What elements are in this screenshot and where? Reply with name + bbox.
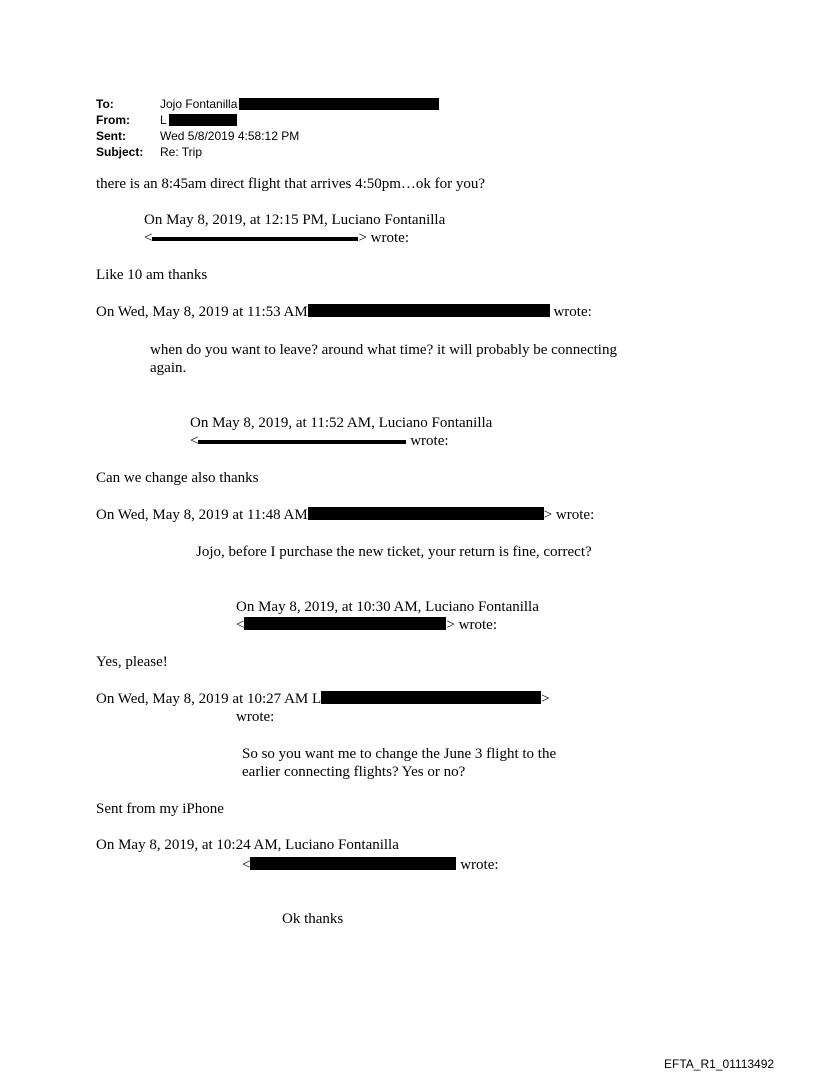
- message-text: So so you want me to change the June 3 flight to the: [242, 746, 557, 762]
- quote-attribution: On May 8, 2019, at 11:52 AM, Luciano Fontanilla: [190, 415, 493, 431]
- subject-value: Re: Trip: [160, 145, 203, 159]
- redaction-bar: [169, 114, 237, 126]
- quote-attribution-line: [190, 432, 449, 450]
- message-text: when do you want to leave? around what time? it will probably be connecting: [150, 342, 617, 358]
- redaction-bar: [308, 507, 544, 520]
- wrote-text: wrote:: [410, 433, 449, 449]
- wrote-text: wrote:: [236, 709, 275, 725]
- redaction-bar: [198, 434, 406, 446]
- quote-attribution: On May 8, 2019, at 10:24 AM, Luciano Fontanilla: [96, 837, 399, 853]
- wrote-text: > wrote:: [446, 617, 497, 633]
- to-label: To:: [96, 97, 114, 111]
- quote-attribution: On May 8, 2019, at 10:30 AM, Luciano Fontanilla: [236, 599, 539, 615]
- angle-open: <: [242, 857, 251, 873]
- subject-label: Subject:: [96, 145, 144, 159]
- message-text: Jojo, before I purchase the new ticket, your return is fine, correct?: [196, 544, 592, 560]
- redaction-bar: [250, 857, 456, 870]
- from-label: From:: [96, 113, 130, 127]
- quote-attribution-line: [242, 856, 499, 874]
- redaction-bar: [321, 691, 541, 704]
- message-text: Yes, please!: [96, 654, 168, 670]
- redaction-bar: [308, 304, 550, 317]
- wrote-text: wrote:: [460, 857, 499, 873]
- message-text: again.: [150, 360, 187, 376]
- message-text: earlier connecting flights? Yes or no?: [242, 764, 466, 780]
- signature-text: Sent from my iPhone: [96, 801, 224, 817]
- sent-value: Wed 5/8/2019 4:58:12 PM: [160, 129, 300, 143]
- quote-attribution-line: [236, 616, 497, 634]
- wrote-text: wrote:: [553, 304, 592, 320]
- header-from-row: [96, 112, 439, 128]
- message-text: Like 10 am thanks: [96, 267, 208, 283]
- angle-open: <: [190, 433, 199, 449]
- angle-open: <: [144, 230, 153, 246]
- attribution-text: On Wed, May 8, 2019 at 10:27 AM L: [96, 691, 322, 707]
- header-subject-row: [96, 144, 439, 160]
- angle-close: >: [541, 691, 550, 707]
- angle-open: <: [236, 617, 245, 633]
- message-text: Can we change also thanks: [96, 470, 259, 486]
- email-header: [96, 96, 439, 160]
- redaction-bar: [239, 98, 439, 110]
- message-text: Ok thanks: [282, 911, 344, 927]
- document-id: EFTA_R1_01113492: [664, 1057, 775, 1071]
- attribution-text: On Wed, May 8, 2019 at 11:53 AM: [96, 304, 308, 320]
- quote-attribution-line: [144, 229, 409, 247]
- to-value: Jojo Fontanilla: [160, 97, 238, 111]
- attribution-text: On Wed, May 8, 2019 at 11:48 AM: [96, 507, 308, 523]
- redaction-bar: [152, 231, 358, 243]
- message-text: there is an 8:45am direct flight that arrives 4:50pm…ok for you?: [96, 176, 486, 192]
- sent-label: Sent:: [96, 129, 126, 143]
- quote-attribution-line: [96, 506, 594, 524]
- quote-attribution-line: [96, 303, 592, 321]
- quote-attribution-line: [96, 690, 550, 708]
- redaction-bar: [244, 617, 446, 630]
- wrote-text: > wrote:: [543, 507, 595, 523]
- quote-attribution: On May 8, 2019, at 12:15 PM, Luciano Fontanilla: [144, 212, 446, 228]
- from-value: L: [160, 113, 167, 127]
- header-to-row: [96, 96, 439, 112]
- wrote-text: > wrote:: [358, 230, 409, 246]
- header-sent-row: [96, 128, 439, 144]
